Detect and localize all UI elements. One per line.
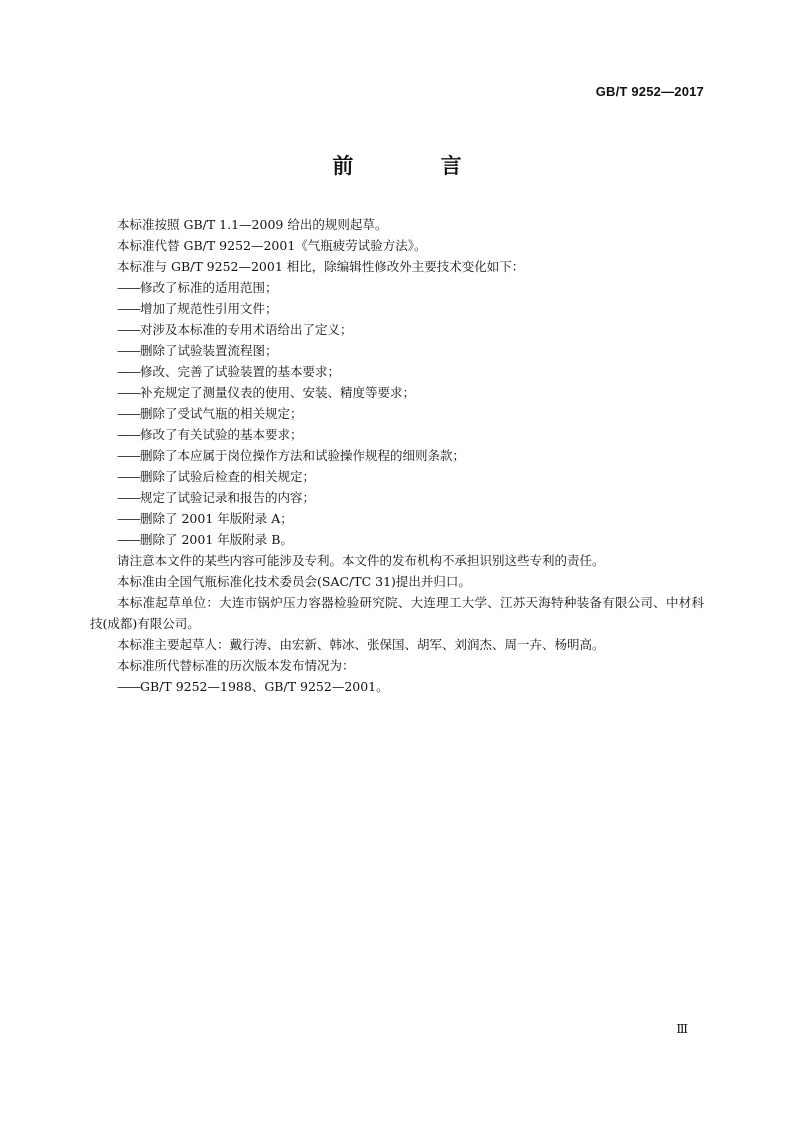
list-item bbox=[90, 340, 704, 361]
list-item-text: 删除了受试气瓶的相关规定； bbox=[140, 406, 303, 421]
list-item bbox=[90, 361, 704, 382]
list-item-text: 删除了本应属于岗位操作方法和试验操作规程的细则条款； bbox=[140, 448, 466, 463]
list-item-text: 删除了 2001 年版附录 A； bbox=[140, 511, 293, 526]
dash-marker: —— bbox=[117, 490, 140, 505]
dash-marker: —— bbox=[117, 385, 140, 400]
list-item-text: 补充规定了测量仪表的使用、安装、精度等要求； bbox=[140, 385, 416, 400]
standard-number: GB/T 9252—2017 bbox=[595, 84, 704, 99]
foreword-body bbox=[90, 214, 704, 697]
dash-marker: —— bbox=[117, 427, 140, 442]
list-item bbox=[90, 403, 704, 424]
history-text: GB/T 9252—1988、GB/T 9252—2001。 bbox=[140, 679, 389, 694]
paragraph-patent-notice: 请注意本文件的某些内容可能涉及专利。本文件的发布机构不承担识别这些专利的责任。 bbox=[117, 553, 605, 568]
dash-marker: —— bbox=[117, 322, 140, 337]
dash-marker: —— bbox=[117, 469, 140, 484]
page-title: 前 言 bbox=[332, 154, 502, 178]
paragraph-drafting-units: 本标准起草单位：大连市锅炉压力容器检验研究院、大连理工大学、江苏天海特种装备有限公司、中材科技(成都)有限公司。 bbox=[90, 595, 704, 631]
list-item-text: 增加了规范性引用文件； bbox=[140, 301, 278, 316]
page-number: Ⅲ bbox=[676, 1022, 688, 1036]
list-item bbox=[90, 508, 704, 529]
list-item-text: 删除了试验装置流程图； bbox=[140, 343, 278, 358]
paragraph-proposed-by: 本标准由全国气瓶标准化技术委员会(SAC/TC 31)提出并归口。 bbox=[117, 574, 471, 589]
paragraph-history-intro: 本标准所代替标准的历次版本发布情况为： bbox=[117, 658, 355, 673]
list-item bbox=[90, 382, 704, 403]
dash-marker: —— bbox=[117, 532, 140, 547]
list-item bbox=[90, 424, 704, 445]
list-item bbox=[90, 445, 704, 466]
list-item-history bbox=[90, 676, 704, 697]
list-item bbox=[90, 529, 704, 550]
dash-marker: —— bbox=[117, 364, 140, 379]
list-item-text: 修改了标准的适用范围； bbox=[140, 280, 278, 295]
list-item-text: 规定了试验记录和报告的内容； bbox=[140, 490, 316, 505]
paragraph-drafters: 本标准主要起草人：戴行涛、由宏新、韩冰、张保国、胡军、刘润杰、周一卉、杨明高。 bbox=[117, 637, 605, 652]
dash-marker: —— bbox=[117, 679, 140, 694]
list-item-text: 删除了 2001 年版附录 B。 bbox=[140, 532, 293, 547]
list-item-text: 删除了试验后检查的相关规定； bbox=[140, 469, 316, 484]
paragraph-drafting-rules: 本标准按照 GB/T 1.1—2009 给出的规则起草。 bbox=[117, 217, 388, 232]
list-item-text: 修改了有关试验的基本要求； bbox=[140, 427, 303, 442]
list-item bbox=[90, 298, 704, 319]
dash-marker: —— bbox=[117, 280, 140, 295]
paragraph-changes-intro: 本标准与 GB/T 9252—2001 相比，除编辑性修改外主要技术变化如下： bbox=[117, 259, 525, 274]
dash-marker: —— bbox=[117, 511, 140, 526]
dash-marker: —— bbox=[117, 448, 140, 463]
list-item bbox=[90, 466, 704, 487]
list-item bbox=[90, 277, 704, 298]
dash-marker: —— bbox=[117, 301, 140, 316]
list-item-text: 修改、完善了试验装置的基本要求； bbox=[140, 364, 341, 379]
changes-list bbox=[90, 277, 704, 550]
dash-marker: —— bbox=[117, 406, 140, 421]
list-item-text: 对涉及本标准的专用术语给出了定义； bbox=[140, 322, 353, 337]
dash-marker: —— bbox=[117, 343, 140, 358]
list-item bbox=[90, 319, 704, 340]
list-item bbox=[90, 487, 704, 508]
paragraph-replaces: 本标准代替 GB/T 9252—2001《气瓶疲劳试验方法》。 bbox=[117, 238, 427, 253]
